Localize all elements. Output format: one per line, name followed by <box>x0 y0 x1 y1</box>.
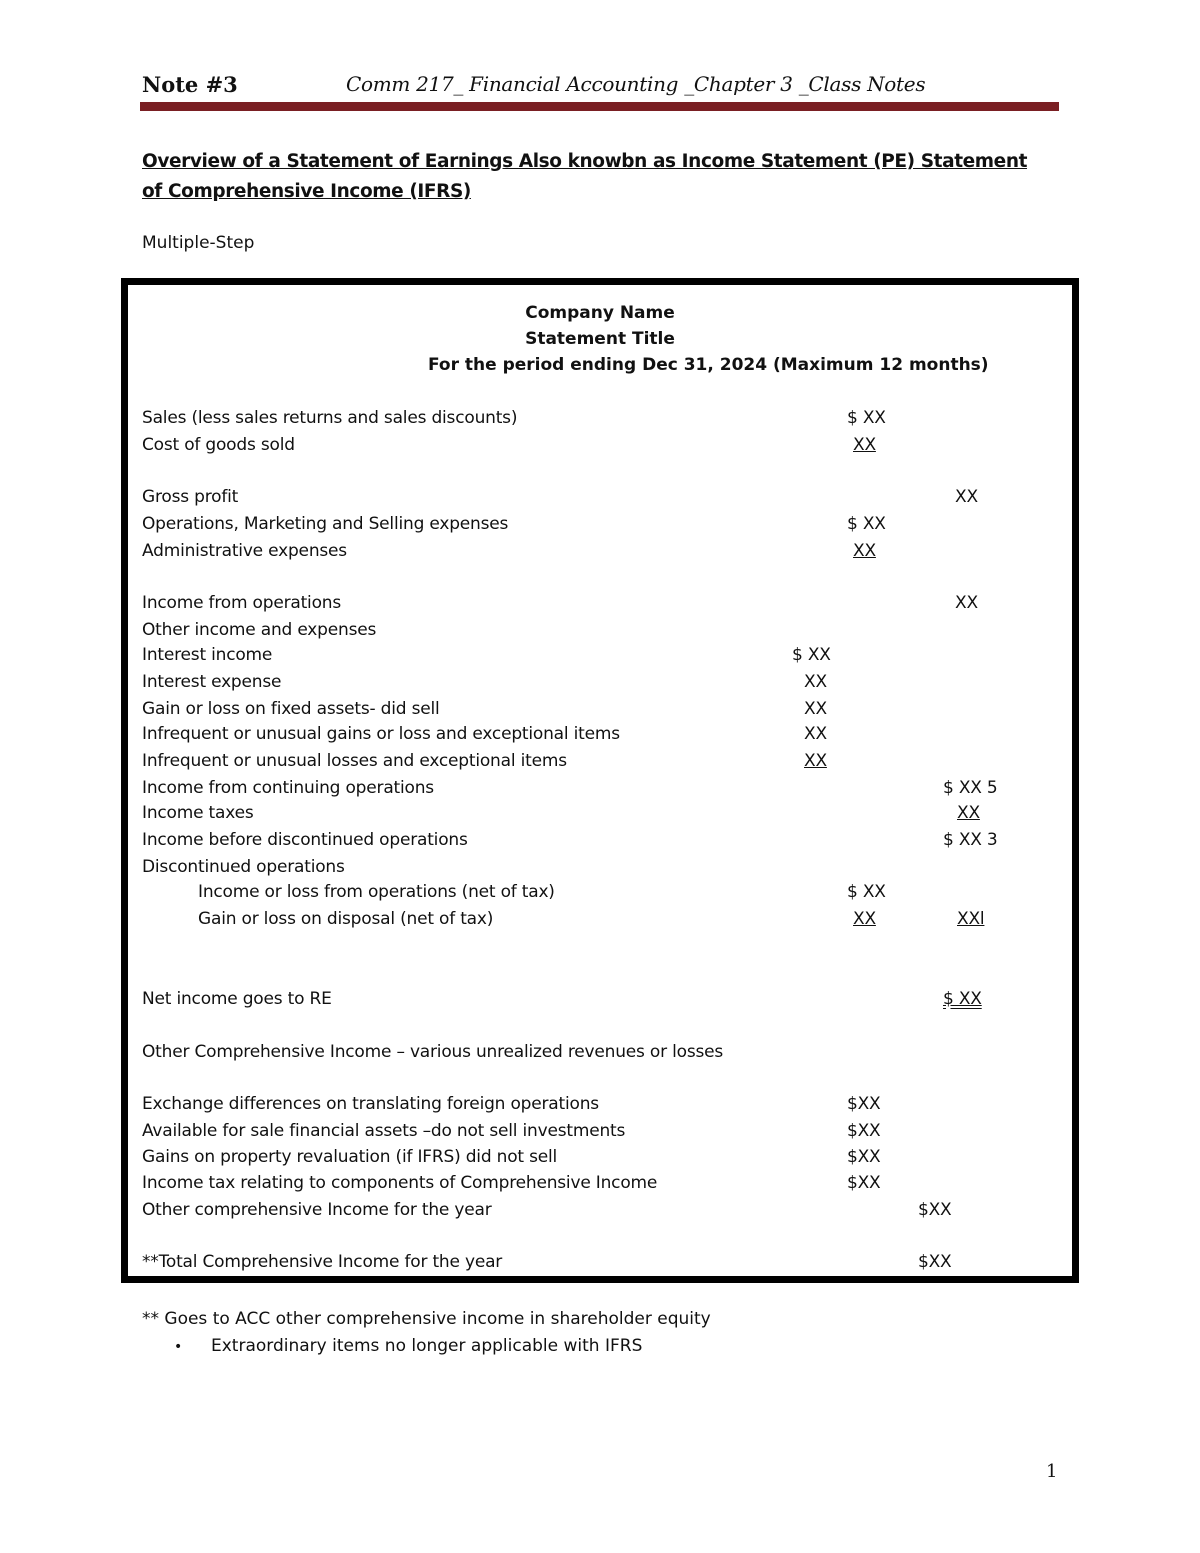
line-label: Interest expense <box>142 672 282 692</box>
line-col2: XX <box>853 541 876 561</box>
line-label: Infrequent or unusual gains or loss and exceptional items <box>142 724 620 744</box>
statement-period: For the period ending Dec 31, 2024 (Maximum 12 months) <box>428 355 989 375</box>
line-label: Income from continuing operations <box>142 778 434 798</box>
line-col2: XX <box>853 909 876 929</box>
line-label: Net income goes to RE <box>142 989 332 1009</box>
line-col2: $ XX <box>847 514 886 534</box>
line-col3: $ XX <box>943 989 982 1009</box>
line-label: Other Comprehensive Income – various unrealized revenues or losses <box>142 1042 724 1062</box>
line-label: Interest income <box>142 645 273 665</box>
document-subtitle: Multiple-Step <box>142 233 255 253</box>
line-col2: $XX <box>847 1094 881 1114</box>
line-label: Discontinued operations <box>142 857 345 877</box>
line-col2: $ XX <box>847 882 886 902</box>
line-col3: $ XX 3 <box>943 830 998 850</box>
line-col3: XX <box>955 593 978 613</box>
line-label: Administrative expenses <box>142 541 347 561</box>
income-statement-box <box>121 278 1079 1283</box>
line-label: Operations, Marketing and Selling expenses <box>142 514 509 534</box>
line-label: Other income and expenses <box>142 620 377 640</box>
line-col2: $XX <box>847 1147 881 1167</box>
document-title: Overview of a Statement of Earnings Also knowbn as Income Statement (PE) Statement of Comprehensive Income (IFRS) <box>142 151 1028 202</box>
line-col1: XX <box>804 672 827 692</box>
line-label: **Total Comprehensive Income for the year <box>142 1252 503 1272</box>
line-label: Income taxes <box>142 803 254 823</box>
line-col1: $ XX <box>792 645 831 665</box>
line-col1: XX <box>804 699 827 719</box>
line-label: Gain or loss on fixed assets- did sell <box>142 699 440 719</box>
line-col2: $XX <box>847 1173 881 1193</box>
line-col3: $XX <box>918 1252 952 1272</box>
line-col2: $XX <box>847 1121 881 1141</box>
line-col3: XX <box>957 803 980 823</box>
line-label: Income or loss from operations (net of tax) <box>198 882 555 902</box>
statement-title: Statement Title <box>525 329 675 349</box>
line-label: Exchange differences on translating foreign operations <box>142 1094 599 1114</box>
line-label: Other comprehensive Income for the year <box>142 1200 492 1220</box>
line-label: Income tax relating to components of Comprehensive Income <box>142 1173 658 1193</box>
course-title: Comm 217_ Financial Accounting _Chapter 3 _Class Notes <box>346 72 926 96</box>
line-label: Infrequent or unusual losses and exceptional items <box>142 751 567 771</box>
line-label: Cost of goods sold <box>142 435 295 455</box>
line-col1: XX <box>804 724 827 744</box>
header-rule <box>140 102 1059 111</box>
line-label: Gain or loss on disposal (net of tax) <box>198 909 494 929</box>
line-col2: XX <box>853 435 876 455</box>
line-col3: $ XX 5 <box>943 778 998 798</box>
note-label: Note #3 <box>142 72 238 97</box>
footnote: ** Goes to ACC other comprehensive income in shareholder equity <box>142 1309 711 1329</box>
line-col3: $XX <box>918 1200 952 1220</box>
bullet-icon: • <box>174 1339 183 1355</box>
line-label: Available for sale financial assets –do not sell investments <box>142 1121 626 1141</box>
line-col1: XX <box>804 751 827 771</box>
page-number: 1 <box>1046 1461 1058 1482</box>
line-label: Gross profit <box>142 487 239 507</box>
line-label: Income from operations <box>142 593 342 613</box>
line-col2: $ XX <box>847 408 886 428</box>
bullet-text: Extraordinary items no longer applicable with IFRS <box>211 1336 643 1356</box>
company-name: Company Name <box>525 303 675 323</box>
line-col3: XXl <box>957 909 985 929</box>
line-col3: XX <box>955 487 978 507</box>
line-label: Sales (less sales returns and sales discounts) <box>142 408 518 428</box>
line-label: Gains on property revaluation (if IFRS) did not sell <box>142 1147 558 1167</box>
line-label: Income before discontinued operations <box>142 830 468 850</box>
